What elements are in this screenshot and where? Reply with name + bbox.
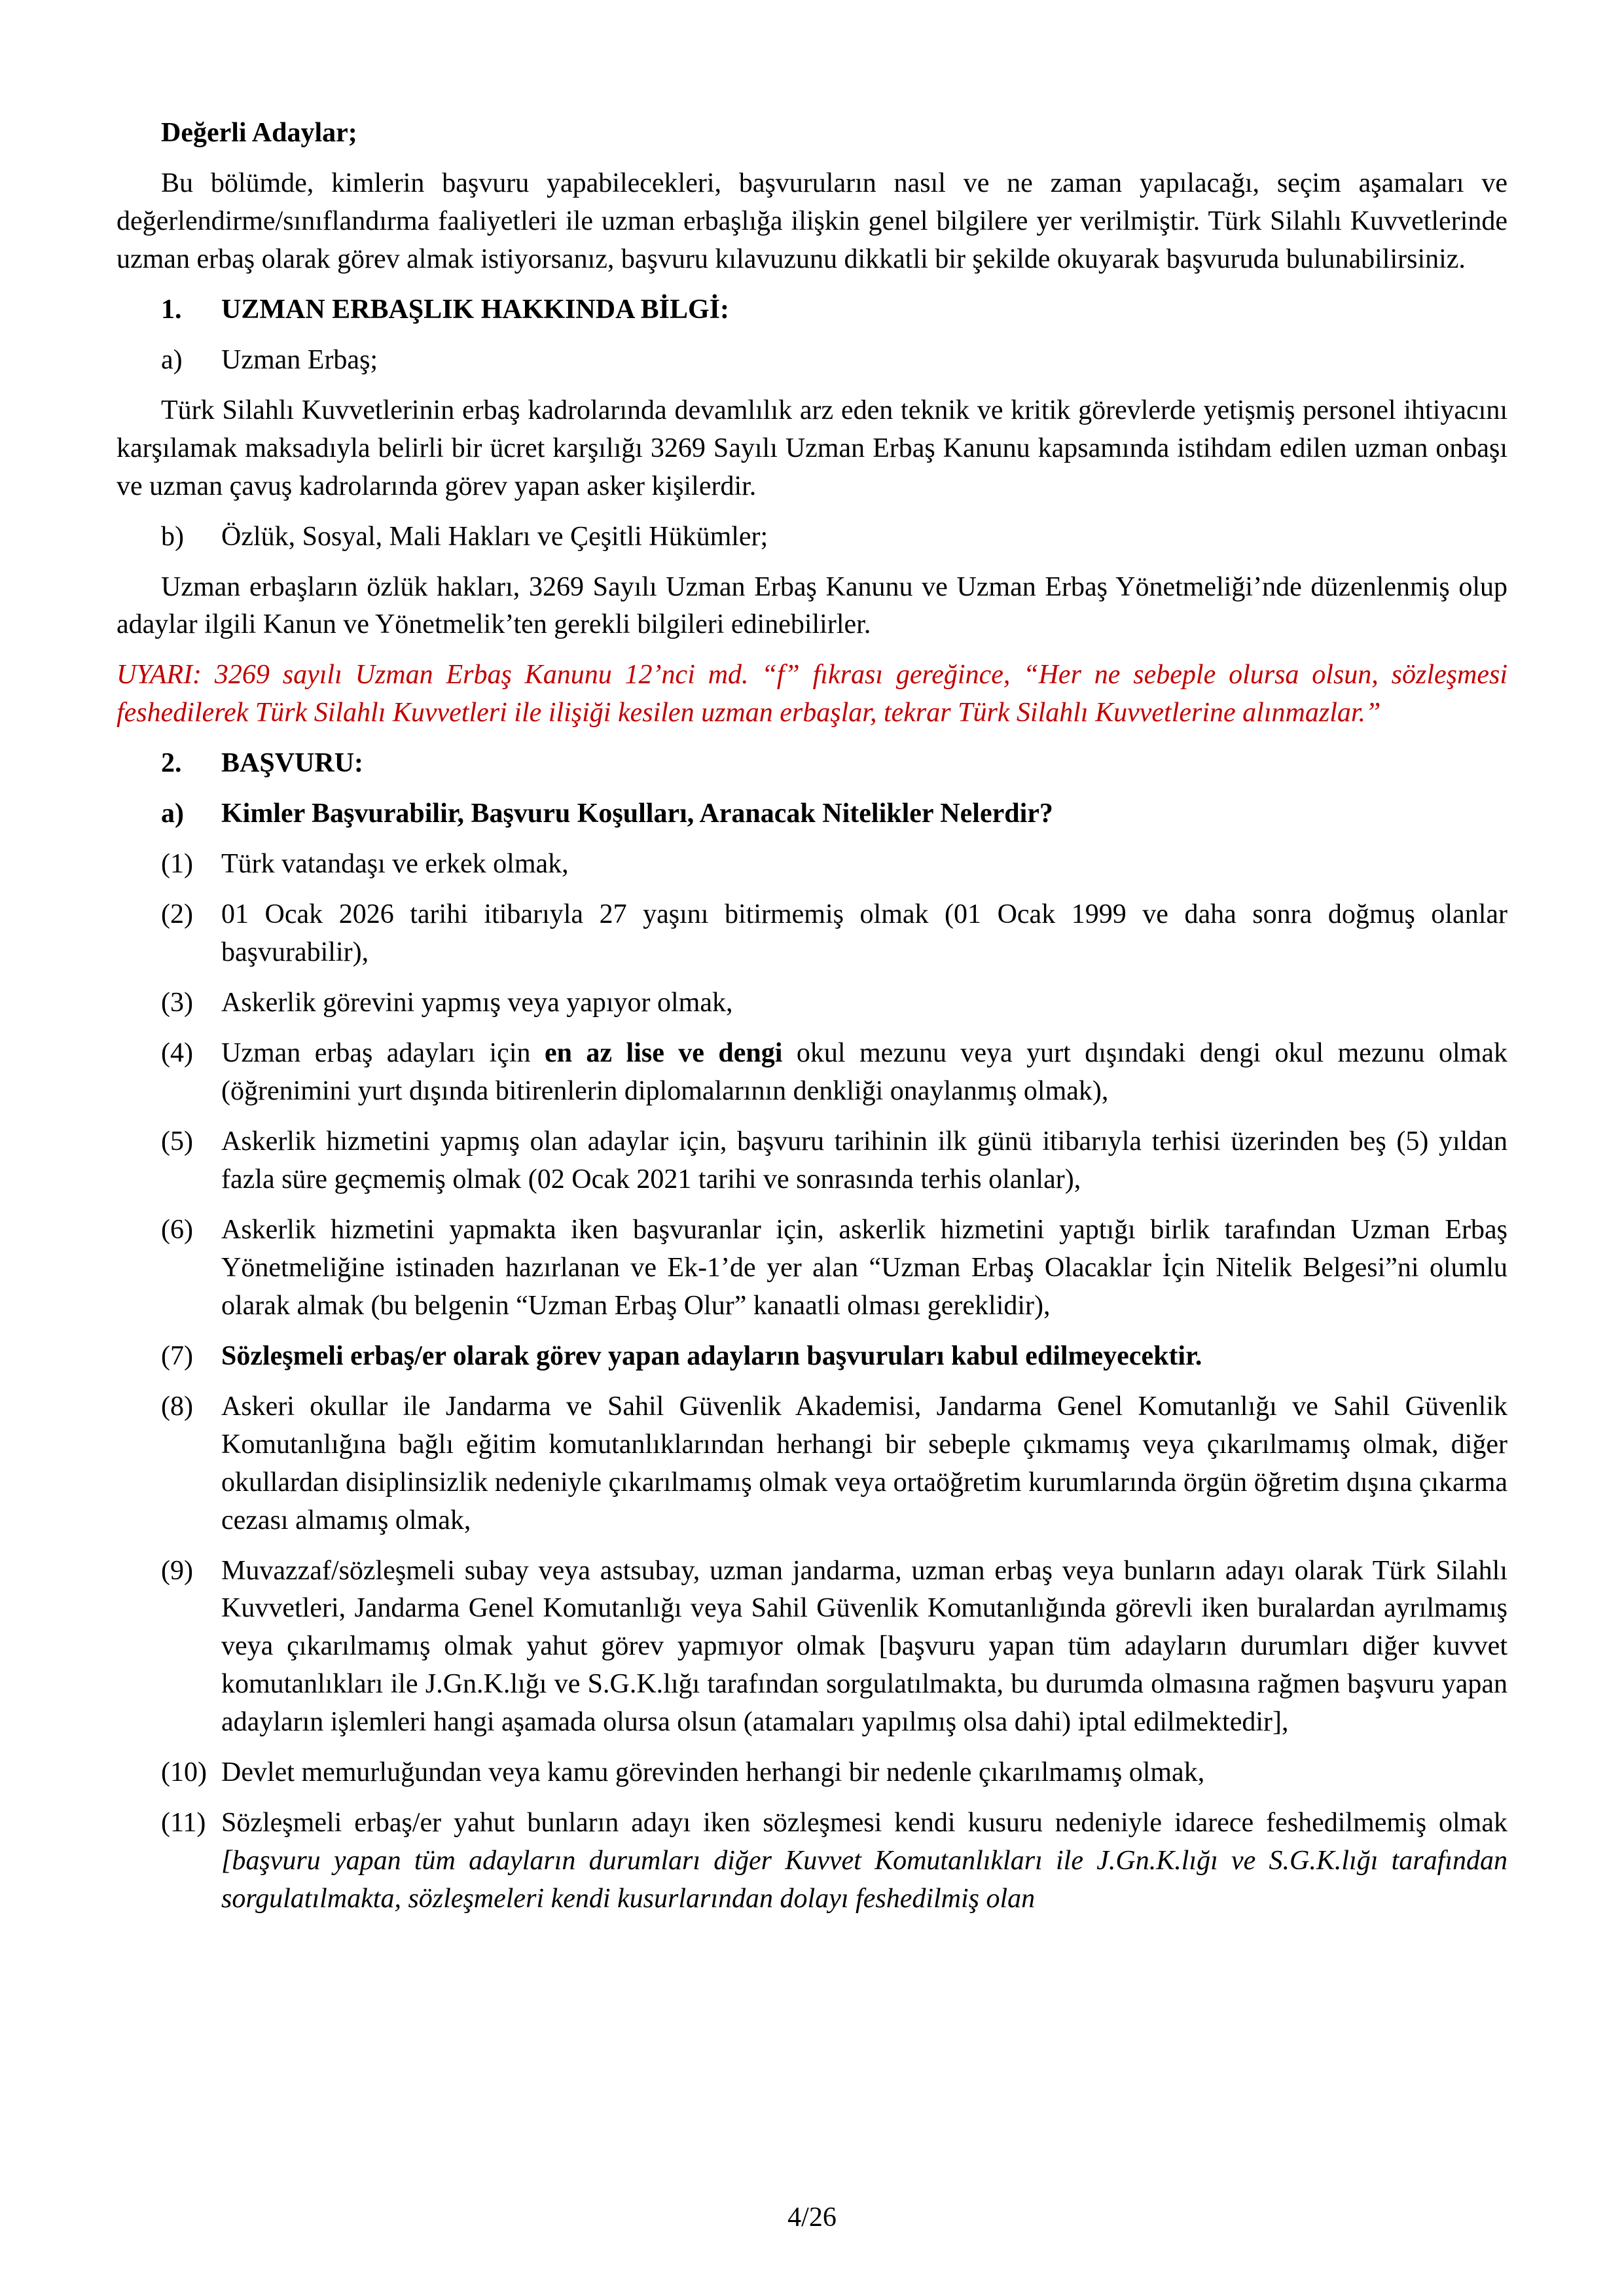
list-item-text: 01 Ocak 2026 tarihi itibarıyla 27 yaşını bitirmemiş olmak (01 Ocak 1999 ve daha sonra doğmuş olanlar başvurabilir), [221, 899, 1507, 968]
list-item [117, 1035, 1507, 1111]
section-1-number: 1. [161, 294, 182, 325]
list-item-text-emphasis: en az lise ve dengi [544, 1038, 783, 1069]
list-item-marker: (5) [161, 1126, 193, 1157]
list-item-text [221, 1035, 1507, 1111]
section-1-heading [117, 291, 1507, 329]
warning-notice: UYARI: 3269 sayılı Uzman Erbaş Kanunu 12’nci md. “f” fıkrası gereğince, “Her ne sebeple olursa olsun, sözleşmesi feshedilerek Türk Silahlı Kuvvetleri ile ilişiği kesilen uzman erbaşlar, tekrar Türk Silahlı Kuvvetlerine alınmazlar.” [117, 660, 1507, 728]
list-item-text: Türk vatandaşı ve erkek olmak, [221, 849, 569, 880]
list-item [117, 1754, 1507, 1792]
list-item-marker: (6) [161, 1214, 193, 1245]
section-1-item-a-title: Uzman Erbaş; [221, 344, 378, 375]
list-item-marker: (1) [161, 849, 193, 880]
section-1-item-a-marker: a) [161, 344, 183, 375]
list-item-marker: (9) [161, 1555, 193, 1586]
section-1-item-b-marker: b) [161, 521, 184, 552]
list-item [117, 1552, 1507, 1742]
greeting-text: Değerli Adaylar; [161, 118, 357, 148]
list-item-text-italic: [başvuru yapan tüm adayların durumları diğer Kuvvet Komutanlıkları ile J.Gn.K.lığı ve S.G.K.lığı tarafından sorgulatılmakta, sözleşmeleri kendi kusurlarından dolayı feshedilmiş olan [221, 1846, 1507, 1914]
list-item-text [221, 1804, 1507, 1918]
list-item [117, 1338, 1507, 1376]
section-2-number: 2. [161, 748, 182, 779]
section-1-item-b-heading [117, 518, 1507, 556]
list-item-text: Sözleşmeli erbaş/er olarak görev yapan adayların başvuruları kabul edilmeyecektir. [221, 1340, 1202, 1371]
section-2-item-a-title: Kimler Başvurabilir, Başvuru Koşulları, Aranacak Nitelikler Nelerdir? [221, 798, 1053, 829]
section-1-item-b-text: Uzman erbaşların özlük hakları, 3269 Sayılı Uzman Erbaş Kanunu ve Uzman Erbaş Yönetmeliği’nde düzenlenmiş olup adaylar ilgili Kanun ve Yönetmelik’ten gerekli bilgileri edinebilirler. [117, 571, 1507, 640]
section-1-title: UZMAN ERBAŞLIK HAKKINDA BİLGİ: [221, 294, 729, 325]
section-1-item-a-heading [117, 342, 1507, 380]
list-item-marker: (4) [161, 1038, 193, 1069]
list-item [117, 1388, 1507, 1540]
list-item-text: Muvazzaf/sözleşmeli subay veya astsubay, uzman jandarma, uzman erbaş veya bunların adayı olarak Türk Silahlı Kuvvetleri, Jandarma Genel Komutanlığı veya Sahil Güvenlik Komutanlığında görevli iken buralardan ayrılmamış veya çıkarılmamış olmak yahut görev yapmıyor olmak [başvuru yapan tüm adayların durumları diğer kuvvet komutanlıkları ile J.Gn.K.lığı ve S.G.K.lığı tarafından sorgulatılmakta, bu durumda olmasına rağmen başvuru yapan adayların işlemleri hangi aşamada olursa olsun (atamaları yapılmış olsa dahi) iptal edilmektedir], [221, 1555, 1507, 1738]
section-2-item-a-marker: a) [161, 798, 184, 829]
list-item [117, 1123, 1507, 1199]
section-2-item-a-heading [117, 795, 1507, 833]
list-item [117, 1804, 1507, 1918]
list-item-text: Devlet memurluğundan veya kamu görevinden herhangi bir nedenle çıkarılmamış olmak, [221, 1757, 1205, 1788]
page-number: 4/26 [787, 2202, 837, 2233]
section-2-title: BAŞVURU: [221, 748, 364, 779]
list-item-text-pre: Uzman erbaş adayları için [221, 1038, 545, 1069]
document-body [117, 115, 1507, 1918]
list-item-text: Askerlik hizmetini yapmakta iken başvuranlar için, askerlik hizmetini yaptığı birlik tarafından Uzman Erbaş Yönetmeliğine istinaden hazırlanan ve Ek-1’de yer alan “Uzman Erbaş Olacaklar İçin Nitelik Belgesi”ni olumlu olarak almak (bu belgenin “Uzman Erbaş Olur” kanaatli olması gereklidir), [221, 1214, 1507, 1321]
list-item [117, 846, 1507, 884]
list-item [117, 896, 1507, 972]
list-item-text-post: okul mezunu veya yurt dışındaki dengi okul mezunu olmak (öğrenimini yurt dışında bitirenlerin diplomalarının denkliği onaylanmış olmak), [221, 1038, 1507, 1107]
list-item [117, 984, 1507, 1022]
intro-paragraph: Bu bölümde, kimlerin başvuru yapabilecekleri, başvuruların nasıl ve ne zaman yapılacağı, seçim aşamaları ve değerlendirme/sınıflandırma faaliyetleri ile uzman erbaşlığa ilişkin genel bilgilere yer verilmiştir. Türk Silahlı Kuvvetlerinde uzman erbaş olarak görev almak istiyorsanız, başvuru kılavuzunu dikkatli bir şekilde okuyarak başvuruda bulunabilirsiniz. [117, 168, 1507, 274]
list-item-marker: (2) [161, 899, 193, 930]
list-item-text: Askerlik görevini yapmış veya yapıyor olmak, [221, 988, 733, 1018]
section-2-heading [117, 745, 1507, 783]
list-item-marker: (10) [161, 1757, 207, 1788]
list-item-marker: (7) [161, 1340, 193, 1371]
list-item-marker: (11) [161, 1808, 206, 1839]
list-item [117, 1211, 1507, 1325]
list-item-marker: (3) [161, 988, 193, 1018]
section-1-item-b-title: Özlük, Sosyal, Mali Hakları ve Çeşitli Hükümler; [221, 521, 768, 552]
list-item-text: Askerlik hizmetini yapmış olan adaylar için, başvuru tarihinin ilk günü itibarıyla terhisi üzerinden beş (5) yıldan fazla süre geçmemiş olmak (02 Ocak 2021 tarihi ve sonrasında terhis olanlar), [221, 1126, 1507, 1194]
section-1-item-a-text: Türk Silahlı Kuvvetlerinin erbaş kadrolarında devamlılık arz eden teknik ve kritik görevlerde yetişmiş personel ihtiyacını karşılamak maksadıyla belirli bir ücret karşılığı 3269 Sayılı Uzman Erbaş Kanunu kapsamında istihdam edilen uzman onbaşı ve uzman çavuş kadrolarında görev yapan asker kişilerdir. [117, 395, 1507, 501]
list-item-text: Askeri okullar ile Jandarma ve Sahil Güvenlik Akademisi, Jandarma Genel Komutanlığı ve Sahil Güvenlik Komutanlığına bağlı eğitim komutanlıklarından herhangi bir sebeple çıkmamış veya çıkarılmamış olmak, diğer okullardan disiplinsizlik nedeniyle çıkarılmamış olmak veya ortaöğretim kurumlarında örgün öğretim dışına çıkarma cezası almamış olmak, [221, 1391, 1507, 1535]
list-item-marker: (8) [161, 1391, 193, 1422]
list-item-text-pre: Sözleşmeli erbaş/er yahut bunların adayı iken sözleşmesi kendi kusuru nedeniyle idarece feshedilmemiş olmak [221, 1808, 1507, 1839]
